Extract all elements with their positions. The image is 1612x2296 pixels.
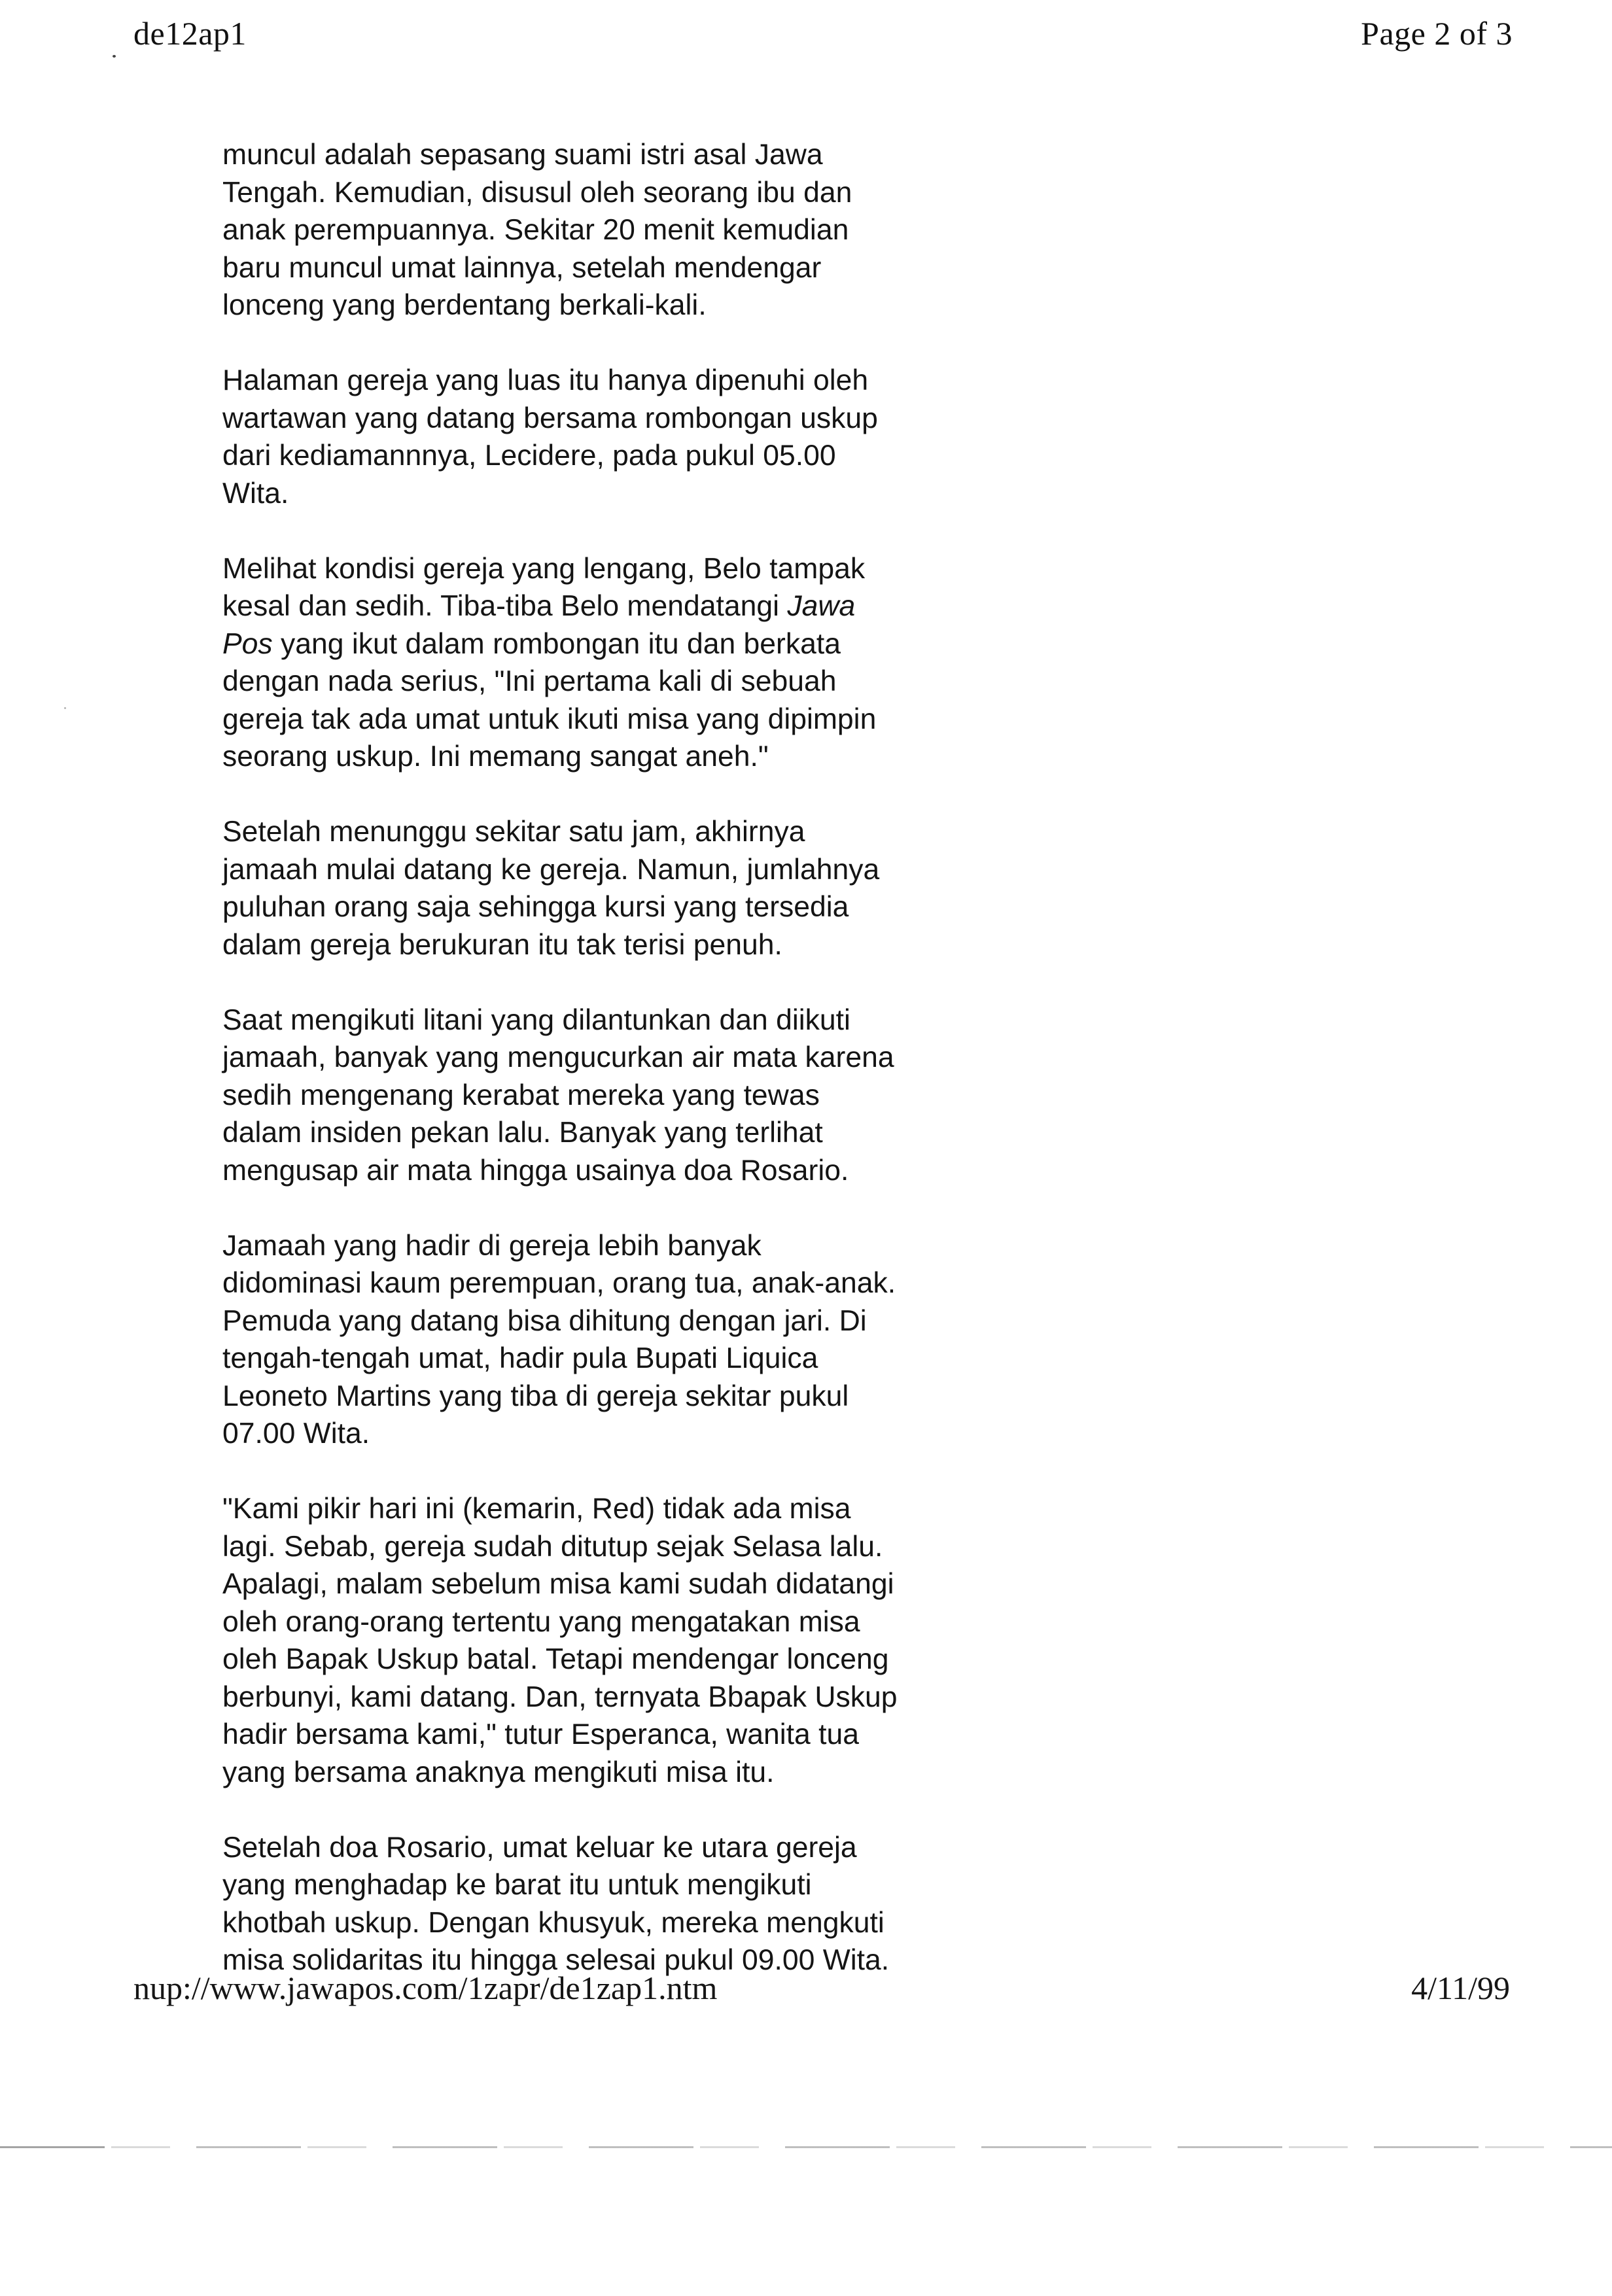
article-paragraph: Setelah doa Rosario, umat keluar ke utara gereja yang menghadap ke barat itu untuk mengikuti khotbah uskup. Dengan khusyuk, mereka mengkuti misa solidaritas itu hingga selesai pukul 09.00 Wita. <box>222 1831 890 1976</box>
article-body <box>222 136 1093 1979</box>
source-url: nup://www.jawapos.com/1zapr/de1zap1.ntm <box>133 1970 718 2006</box>
article-paragraph: Setelah menunggu sekitar satu jam, akhirnya jamaah mulai datang ke gereja. Namun, jumlahnya puluhan orang saja sehingga kursi yang tersedia dalam gereja berukuran itu tak terisi penuh. <box>222 816 880 961</box>
print-date: 4/11/99 <box>1411 1970 1510 2006</box>
scan-speck <box>64 707 66 709</box>
scan-edge-line <box>0 2146 1612 2148</box>
publication-name: Jawa Pos <box>222 590 856 660</box>
document-title: de12ap1 <box>133 15 247 52</box>
article-paragraph: Saat mengikuti litani yang dilantunkan dan diikuti jamaah, banyak yang mengucurkan air mata karena sedih mengenang kerabat mereka yang tewas dalam insiden pekan lalu. Banyak yang terlihat mengusap air mata hingga usainya doa Rosario. <box>222 1003 894 1187</box>
article-paragraph: Jamaah yang hadir di gereja lebih banyak didominasi kaum perempuan, orang tua, anak-anak. Pemuda yang datang bisa dihitung dengan jari. Di tengah-tengah umat, hadir pula Bupati Liquica Leoneto Martins yang tiba di gereja sekitar pukul 07.00 Wita. <box>222 1229 896 1450</box>
article-paragraph: "Kami pikir hari ini (kemarin, Red) tidak ada misa lagi. Sebab, gereja sudah ditutup sejak Selasa lalu. Apalagi, malam sebelum misa kami sudah didatangi oleh orang-orang tertentu yang mengatakan misa oleh Bapak Uskup batal. Tetapi mendengar lonceng berbunyi, kami datang. Dan, ternyata Bbapak Uskup hadir bersama kami," tutur Esperanca, wanita tua yang bersama anaknya mengikuti misa itu. <box>222 1493 898 1788</box>
paragraph-text: yang ikut dalam rombongan itu dan berkata dengan nada serius, "Ini pertama kali di sebuah gereja tak ada umat untuk ikuti misa yang dipimpin seorang uskup. Ini memang sangat aneh." <box>222 627 877 773</box>
article-paragraph: Halaman gereja yang luas itu hanya dipenuhi oleh wartawan yang datang bersama rombongan uskup dari kediamannnya, Lecidere, pada pukul 05.00 Wita. <box>222 364 878 510</box>
article-paragraph: muncul adalah sepasang suami istri asal Jawa Tengah. Kemudian, disusul oleh seorang ibu dan anak perempuannya. Sekitar 20 menit kemudian baru muncul umat lainnya, setelah mendengar lonceng yang berdentang berkali-kali. <box>222 139 852 321</box>
scan-speck <box>113 55 116 58</box>
page-indicator: Page 2 of 3 <box>1361 15 1513 52</box>
article-paragraph <box>222 550 1093 776</box>
paragraph-text: Melihat kondisi gereja yang lengang, Belo tampak kesal dan sedih. Tiba-tiba Belo mendatangi <box>222 552 866 622</box>
